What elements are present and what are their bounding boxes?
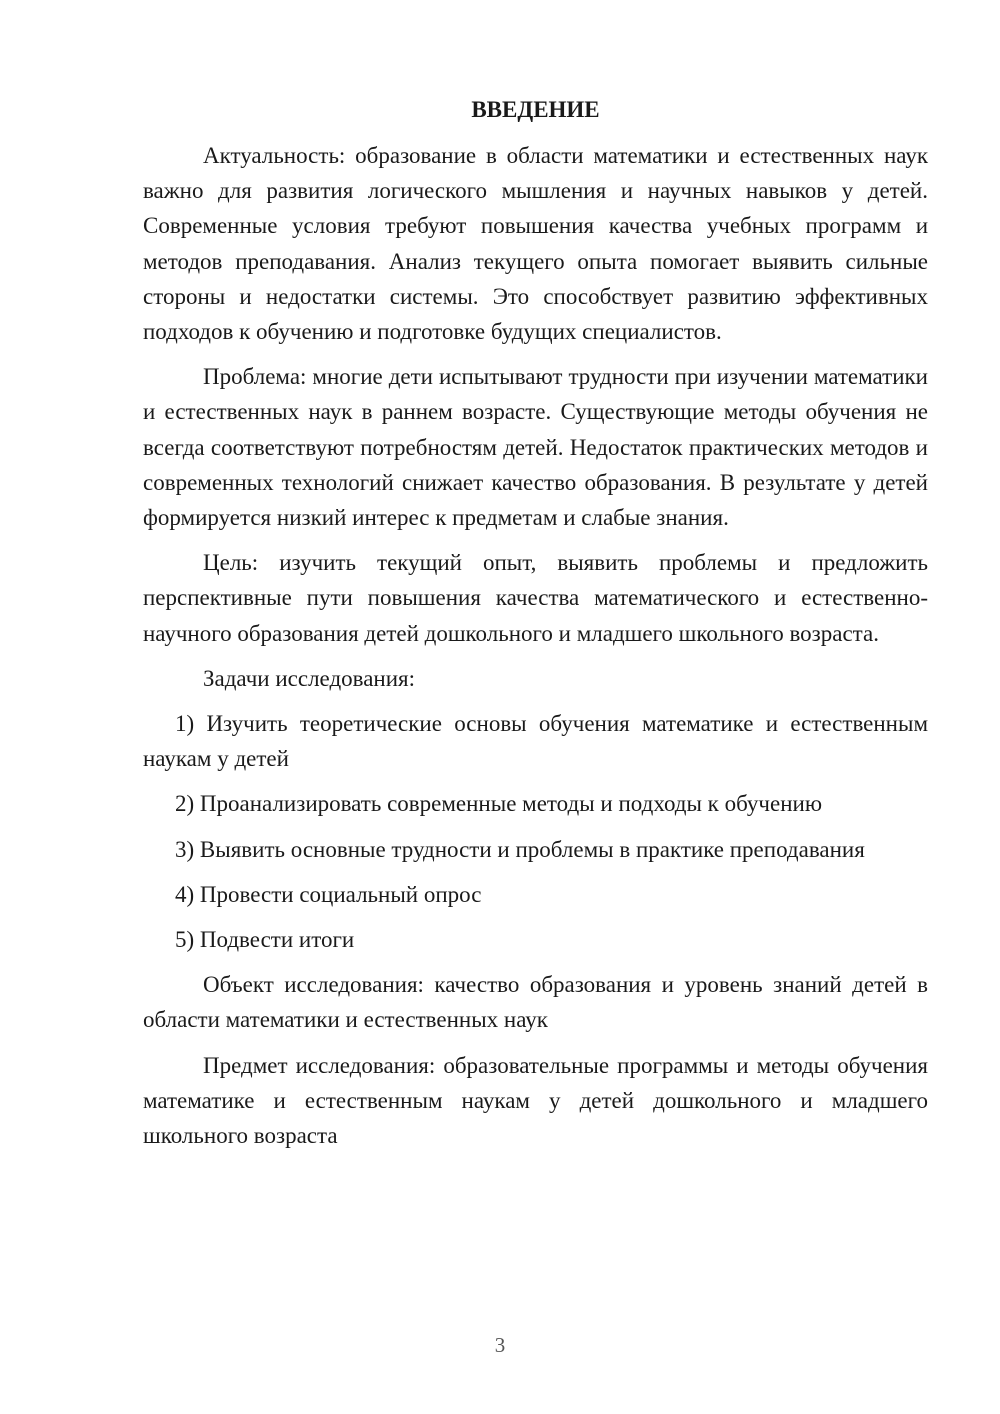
tasks-list	[143, 706, 928, 957]
paragraph-goal: Цель: изучить текущий опыт, выявить проблемы и предложить перспективные пути повышения качества математического и естественно-научного образования детей дошкольного и младшего школьного возраста.	[143, 550, 928, 646]
task-item: 1) Изучить теоретические основы обучения математике и естественным наукам у детей	[143, 711, 928, 772]
paragraph-object: Объект исследования: качество образования и уровень знаний детей в области математики и естественных наук	[143, 972, 928, 1033]
paragraph-problem: Проблема: многие дети испытывают трудности при изучении математики и естественных наук в раннем возрасте. Существующие методы обучения не всегда соответствуют потребностям детей. Недостаток практических методов и современных технологий снижает качество образования. В результате у детей формируется низкий интерес к предметам и слабые знания.	[143, 364, 928, 531]
task-item: 5) Подвести итоги	[175, 927, 355, 953]
task-item: 4) Провести социальный опрос	[175, 881, 482, 907]
page-number: 3	[494, 1333, 506, 1357]
page-title: ВВЕДЕНИЕ	[471, 97, 600, 122]
page-content	[143, 92, 928, 1163]
task-item: 2) Проанализировать современные методы и подходы к обучению	[175, 791, 823, 817]
paragraph-relevance: Актуальность: образование в области математики и естественных наук важно для развития логического мышления и научных навыков у детей. Современные условия требуют повышения качества учебных программ и методов преподавания. Анализ текущего опыта помогает выявить сильные стороны и недостатки системы. Это способствует развитию эффективных подходов к обучению и подготовке будущих специалистов.	[143, 143, 928, 345]
tasks-heading: Задачи исследования:	[203, 665, 416, 691]
task-item: 3) Выявить основные трудности и проблемы в практике преподавания	[175, 836, 865, 862]
paragraph-subject: Предмет исследования: образовательные программы и методы обучения математике и естественным наукам у детей дошкольного и младшего школьного возраста	[143, 1052, 928, 1149]
